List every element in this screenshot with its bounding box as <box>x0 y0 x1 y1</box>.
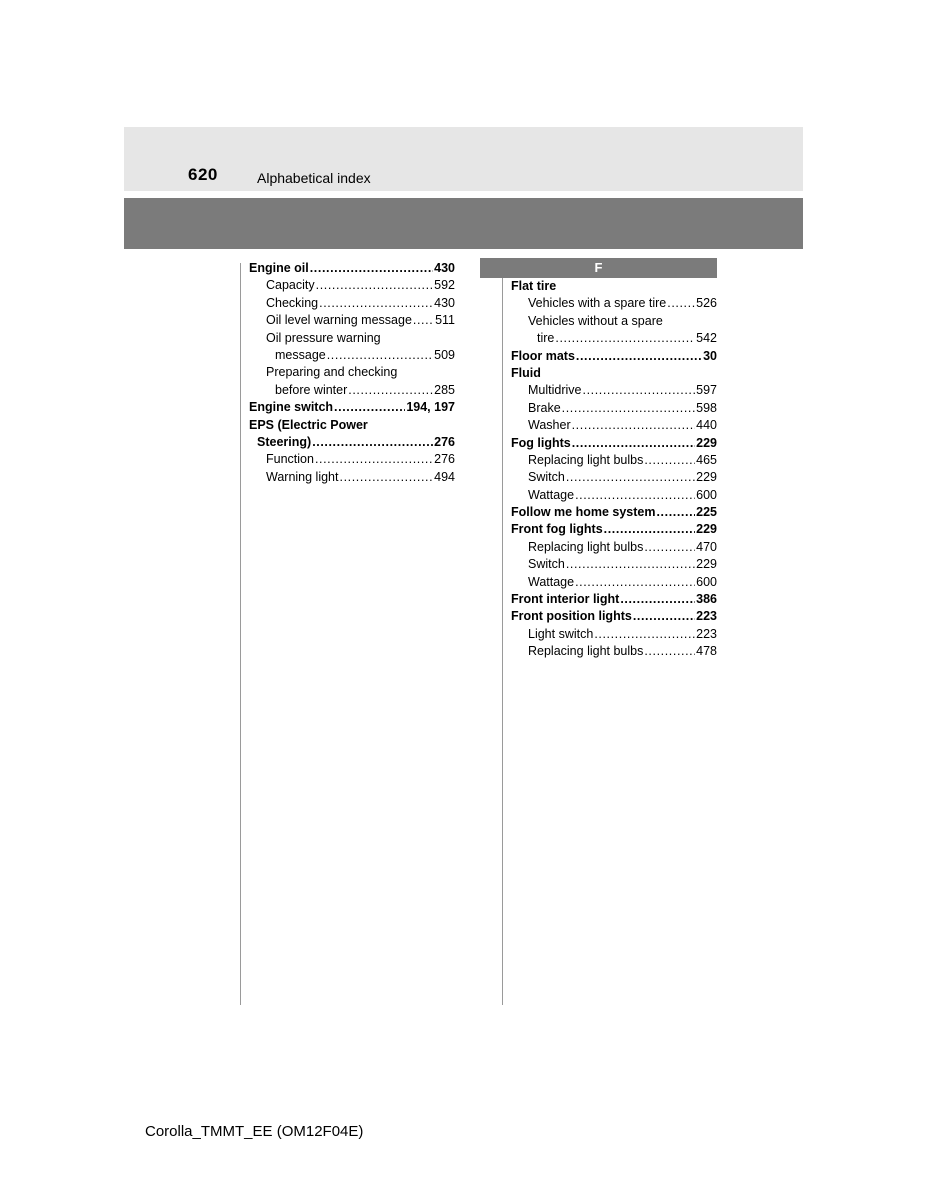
dot-leader <box>566 556 695 573</box>
page-number: 620 <box>188 165 218 184</box>
index-entry-page: 229 <box>696 557 717 572</box>
index-entry <box>249 277 455 294</box>
index-entry-page: 229 <box>696 470 717 485</box>
index-entry <box>249 330 455 347</box>
index-entry-term: message <box>275 347 326 362</box>
index-entry <box>249 382 455 399</box>
index-entry-page: 511 <box>435 313 455 328</box>
index-entry <box>511 452 717 469</box>
index-entry <box>511 556 717 573</box>
dot-leader <box>316 277 434 294</box>
column-rule-left <box>240 263 241 1005</box>
dot-leader <box>334 399 405 416</box>
index-entry-page: 229 <box>696 435 717 450</box>
index-entry-term: Front position lights <box>511 609 632 624</box>
index-entry <box>511 400 717 417</box>
dot-leader <box>576 348 702 365</box>
index-entry-page: 229 <box>696 522 717 537</box>
index-entry <box>249 417 455 434</box>
index-entry-page: 478 <box>696 644 717 659</box>
index-entry <box>511 313 717 330</box>
index-entry-term: Floor mats <box>511 348 575 363</box>
index-entry-term: before winter <box>275 382 348 397</box>
index-entry <box>249 434 455 451</box>
index-entry <box>511 504 717 521</box>
index-entry <box>511 574 717 591</box>
index-entry-term: Follow me home system <box>511 505 656 520</box>
dot-leader <box>594 626 695 643</box>
index-entry <box>249 260 455 277</box>
index-entry-term: EPS (Electric Power <box>249 417 368 432</box>
dot-leader <box>644 539 695 556</box>
index-column-right <box>511 278 717 661</box>
dot-leader <box>413 312 434 329</box>
index-entry-term: Switch <box>528 557 565 572</box>
index-entry-term: Warning light <box>266 469 339 484</box>
index-entry <box>511 487 717 504</box>
index-entry <box>511 278 717 295</box>
index-entry-page: 597 <box>696 383 717 398</box>
index-entry <box>511 435 717 452</box>
index-entry <box>511 365 717 382</box>
index-entry-page: 542 <box>696 331 717 346</box>
index-entry-page: 225 <box>696 505 717 520</box>
dot-leader <box>575 574 695 591</box>
index-entry-term: Fluid <box>511 365 541 380</box>
dot-leader <box>633 608 695 625</box>
dot-leader <box>656 504 695 521</box>
index-entry-page: 223 <box>696 609 717 624</box>
index-entry-term: Wattage <box>528 487 575 502</box>
index-entry-page: 465 <box>696 452 717 467</box>
index-entry-term: Checking <box>266 295 319 310</box>
index-entry-term: Steering) <box>257 434 312 449</box>
index-entry <box>249 295 455 312</box>
dot-leader <box>667 295 695 312</box>
index-entry-page: 285 <box>434 382 455 397</box>
index-entry-page: 592 <box>434 278 455 293</box>
index-entry-page: 600 <box>696 574 717 589</box>
dot-leader <box>327 347 433 364</box>
dot-leader <box>644 452 695 469</box>
index-entry-page: 276 <box>434 434 455 449</box>
index-entry-term: Light switch <box>528 626 594 641</box>
index-entry <box>511 608 717 625</box>
header-divider-band <box>124 198 803 249</box>
index-entry-page: 509 <box>434 347 455 362</box>
index-entry <box>511 539 717 556</box>
dot-leader <box>644 643 695 660</box>
dot-leader <box>575 487 695 504</box>
index-entry <box>249 399 455 416</box>
index-entry-page: 440 <box>696 418 717 433</box>
index-entry-term: tire <box>537 331 555 346</box>
index-entry <box>511 469 717 486</box>
index-entry-term: Flat tire <box>511 279 557 293</box>
index-entry <box>511 591 717 608</box>
dot-leader <box>604 521 695 538</box>
index-entry-term: Vehicles without a spare <box>528 313 663 328</box>
index-entry <box>249 364 455 381</box>
index-entry-page: 30 <box>703 348 717 363</box>
column-rule-right <box>502 263 503 1005</box>
index-entry-term: Oil level warning message <box>266 313 412 328</box>
dot-leader <box>312 434 433 451</box>
index-entry-term: Function <box>266 452 314 467</box>
index-entry-term: Capacity <box>266 278 315 293</box>
index-entry-term: Preparing and checking <box>266 365 398 380</box>
index-entry-page: 386 <box>696 592 717 607</box>
index-entry-term: Vehicles with a spare tire <box>528 296 667 311</box>
index-entry-term: Switch <box>528 470 565 485</box>
dot-leader <box>583 382 696 399</box>
dot-leader <box>555 330 695 347</box>
footer-document-code: Corolla_TMMT_EE (OM12F04E) <box>145 1123 364 1140</box>
index-entry <box>249 469 455 486</box>
index-entry-term: Front fog lights <box>511 522 603 537</box>
index-entry-page: 600 <box>696 487 717 502</box>
index-entry-page: 276 <box>434 452 455 467</box>
index-entry <box>511 295 717 312</box>
index-entry-term: Replacing light bulbs <box>528 452 644 467</box>
index-entry-page: 494 <box>434 469 455 484</box>
dot-leader <box>315 451 433 468</box>
index-column-left <box>249 260 455 486</box>
index-entry-page: 598 <box>696 400 717 415</box>
index-entry-term: Brake <box>528 400 561 415</box>
index-entry-page: 194, 197 <box>406 400 455 415</box>
dot-leader <box>310 260 433 277</box>
index-entry-term: Front interior light <box>511 592 620 607</box>
section-title: Alphabetical index <box>257 170 371 186</box>
index-entry <box>249 451 455 468</box>
index-entry <box>511 626 717 643</box>
index-entry-term: Replacing light bulbs <box>528 644 644 659</box>
index-entry <box>249 312 455 329</box>
header-band <box>124 127 803 191</box>
index-entry <box>511 382 717 399</box>
index-entry-term: Oil pressure warning <box>266 330 381 345</box>
dot-leader <box>566 469 695 486</box>
dot-leader <box>572 417 696 434</box>
section-letter-heading: F <box>480 258 717 278</box>
index-entry <box>511 348 717 365</box>
index-entry <box>511 643 717 660</box>
index-entry-term: Wattage <box>528 574 575 589</box>
dot-leader <box>348 382 433 399</box>
dot-leader <box>620 591 695 608</box>
index-entry <box>249 347 455 364</box>
dot-leader <box>340 469 434 486</box>
index-entry-page: 526 <box>696 296 717 311</box>
index-entry-page: 223 <box>696 626 717 641</box>
index-entry <box>511 521 717 538</box>
index-entry-term: Multidrive <box>528 383 582 398</box>
index-entry-term: Washer <box>528 418 571 433</box>
index-entry-page: 470 <box>696 539 717 554</box>
dot-leader <box>319 295 433 312</box>
dot-leader <box>562 400 695 417</box>
index-entry <box>511 330 717 347</box>
index-entry-term: Fog lights <box>511 435 571 450</box>
index-entry <box>511 417 717 434</box>
index-entry-term: Replacing light bulbs <box>528 539 644 554</box>
index-entry-term: Engine oil <box>249 261 309 275</box>
index-entry-page: 430 <box>434 295 455 310</box>
index-entry-term: Engine switch <box>249 400 334 415</box>
index-entry-page: 430 <box>434 261 455 275</box>
dot-leader <box>572 435 695 452</box>
